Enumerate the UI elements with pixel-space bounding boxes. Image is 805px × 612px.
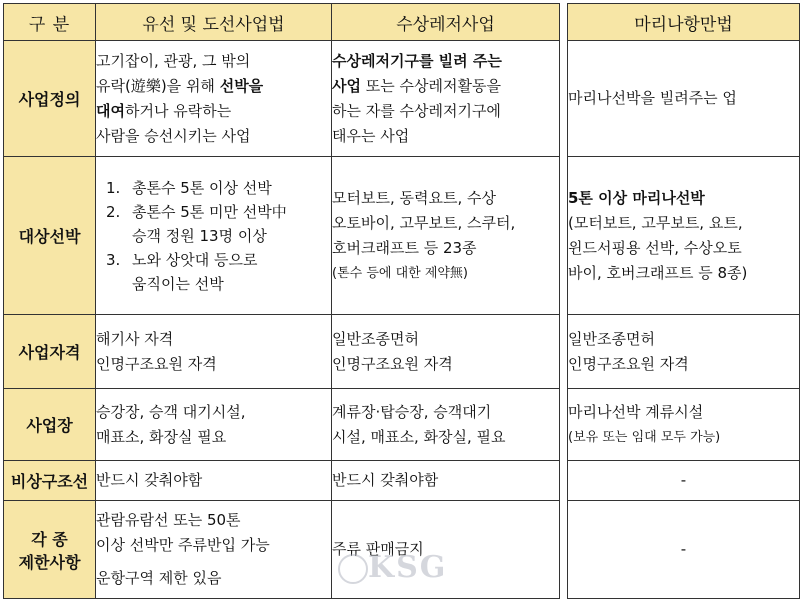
row-restrictions — [4, 501, 800, 599]
cell-business-definition-col2: 수상레저기구를 빌려 주는 사업 또는 수상레저활동을 하는 자를 수상레저기구에 태우는 사업 — [332, 41, 560, 157]
cell-target-vessel-col2: 모터보트, 동력요트, 수상 오토바이, 고무보트, 스쿠터, 호버크래프트 등 23종 (톤수 등에 대한 제약無) — [332, 157, 560, 315]
column-gap — [560, 4, 568, 41]
cell-qualification-col1: 해기사 자격 인명구조요원 자격 — [96, 315, 332, 389]
row-label-business-site: 사업장 — [4, 389, 96, 461]
list-item: 2. 총톤수 5톤 미만 선박中 — [106, 202, 287, 221]
header-marina-port-act: 마리나항만법 — [568, 4, 800, 41]
row-business-definition — [4, 41, 800, 157]
list-item: 움직이는 선박 — [132, 274, 224, 293]
cell-target-vessel-col3: 5톤 이상 마리나선박 (모터보트, 고무보트, 요트, 윈드서핑용 선박, 수상오토 바이, 호버크래프트 등 8종) — [568, 157, 800, 315]
cell-restrictions-col2: 주류 판매금지 — [332, 501, 560, 599]
header-yuseon-doseon-act: 유선 및 도선사업법 — [96, 4, 332, 41]
vessel-criteria-list — [96, 176, 331, 296]
row-emergency-rescue — [4, 461, 800, 501]
row-qualification — [4, 315, 800, 389]
cell-emergency-rescue-col1: 반드시 갖춰야함 — [96, 461, 332, 501]
cell-qualification-col3: 일반조종면허 인명구조요원 자격 — [568, 315, 800, 389]
cell-business-site-col1: 승강장, 승객 대기시설, 매표소, 화장실 필요 — [96, 389, 332, 461]
cell-target-vessel-col1 — [96, 157, 332, 315]
cell-emergency-rescue-col3: - — [568, 461, 800, 501]
cell-business-site-col2: 계류장·탑승장, 승객대기 시설, 매표소, 화장실, 필요 — [332, 389, 560, 461]
row-label-emergency-rescue: 비상구조선 — [4, 461, 96, 501]
cell-restrictions-col1: 관람유람선 또는 50톤 이상 선박만 주류반입 가능 운항구역 제한 있음 — [96, 501, 332, 599]
cell-business-definition-col1: 고기잡이, 관광, 그 밖의 유락(遊樂)을 위해 선박을 대여하거나 유락하는 사람을 승선시키는 사업 — [96, 41, 332, 157]
cell-emergency-rescue-col2: 반드시 갖춰야함 — [332, 461, 560, 501]
cell-restrictions-col3: - — [568, 501, 800, 599]
row-target-vessel — [4, 157, 800, 315]
row-label-business-definition: 사업정의 — [4, 41, 96, 157]
header-row — [4, 4, 800, 41]
list-item: 승객 정원 13명 이상 — [132, 226, 267, 245]
comparison-table — [3, 3, 800, 599]
cell-business-definition-col3: 마리나선박을 빌려주는 업 — [568, 41, 800, 157]
header-category: 구 분 — [4, 4, 96, 41]
header-water-leisure-business: 수상레저사업 — [332, 4, 560, 41]
cell-business-site-col3: 마리나선박 계류시설 (보유 또는 임대 모두 가능) — [568, 389, 800, 461]
row-label-restrictions: 각 종 제한사항 — [4, 501, 96, 599]
watermark-text: KSG — [368, 550, 448, 585]
row-business-site — [4, 389, 800, 461]
list-item: 1. 총톤수 5톤 이상 선박 — [106, 178, 272, 197]
list-item: 3. 노와 상앗대 등으로 — [106, 250, 258, 269]
row-label-qualification: 사업자격 — [4, 315, 96, 389]
row-label-target-vessel: 대상선박 — [4, 157, 96, 315]
cell-qualification-col2: 일반조종면허 인명구조요원 자격 — [332, 315, 560, 389]
